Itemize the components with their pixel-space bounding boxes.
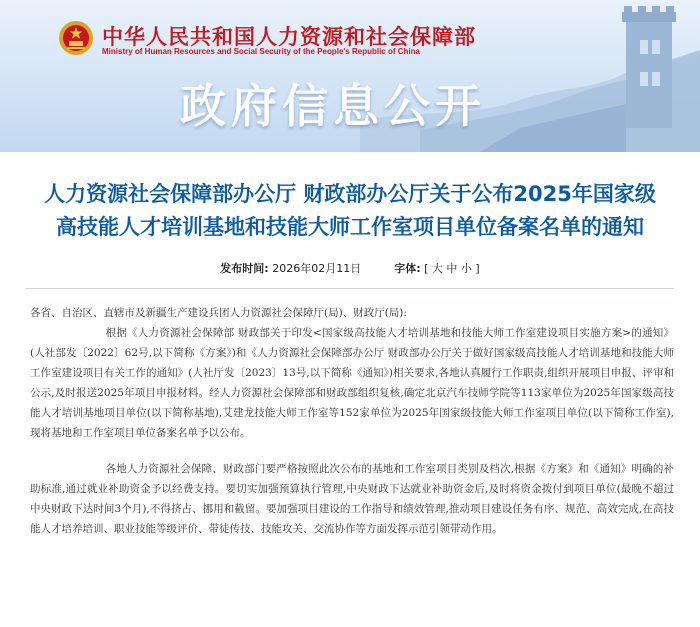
publish-date-label: 发布时间: xyxy=(220,262,269,275)
salutation: 各省、自治区、直辖市及新疆生产建设兵团人力资源社会保障厅(局)、财政厅(局): xyxy=(30,307,407,319)
font-bracket-open: [ xyxy=(424,262,429,275)
font-size-large-link[interactable]: 大 xyxy=(431,262,443,275)
ministry-name-cn: 中华人民共和国人力资源和社会保障部 xyxy=(102,25,476,49)
header-banner xyxy=(0,0,700,152)
body-paragraph-1: 根据《人力资源社会保障部 财政部关于印发<国家级高技能人才培训基地和技能大师工作室建设项目实施方案>的通知》(人社部发〔2022〕62号,以下简称《方案》)和《人力资源社会保障部办公厅 财政部办公厅关于做好国家级高技能人才培训基地和技能大师工作室建设项目有关工作的通知》(人社厅发〔2023〕13号,以下简称《通知》)相关要求,各地认真履行工作职责,组织开展项目申报、评审和公示,及时报送2025年项目申报材料。经人力资源社会保障部和财政部组织复核,确定北京汽车技师学院等113家单位为2025年国家级高技能人才培训基地项目单位(以下简称基地),艾建龙技能大师工作室等152家单位为2025年国家级技能大师工作室项目单位(以下简称工作室),现将基地和工作室项目单位备案名单予以公布。 xyxy=(30,327,674,439)
font-size-medium-link[interactable]: 中 xyxy=(446,262,458,275)
body-paragraph-2: 各地人力资源社会保障、财政部门要严格按照此次公布的基地和工作室项目类别及档次,根据《方案》和《通知》明确的补助标准,通过就业补助资金予以经费支持。要切实加强预算执行管理,中央财政下达就业补助资金后,及时将资金拨付到项目单位(最晚不超过中央财政下达时间3个月),不得挤占、挪用和截留。要加强项目建设的工作指导和绩效管理,推动项目建设任务有序、规范、高效完成,在高技能人才培养培训、职业技能等级评价、带徒传技、技能攻关、交流协作等方面发挥示范引领带动作用。 xyxy=(30,463,674,535)
article-title: 人力资源社会保障部办公厅 财政部办公厅关于公布2025年国家级高技能人才培训基地和技能大师工作室项目单位备案名单的通知 xyxy=(44,182,656,239)
ministry-name-en: Ministry of Human Resources and Social Security of the People's Republic of China xyxy=(102,47,420,56)
font-bracket-close: ] xyxy=(475,262,480,275)
article-body xyxy=(30,303,674,539)
font-size-label: 字体: xyxy=(394,262,421,275)
divider xyxy=(26,288,674,289)
font-size-small-link[interactable]: 小 xyxy=(460,262,472,275)
national-emblem-icon xyxy=(58,20,94,56)
publish-date: 2026年02月11日 xyxy=(272,262,362,275)
article-meta xyxy=(0,260,700,276)
banner-title: 政府信息公开 xyxy=(180,79,486,133)
